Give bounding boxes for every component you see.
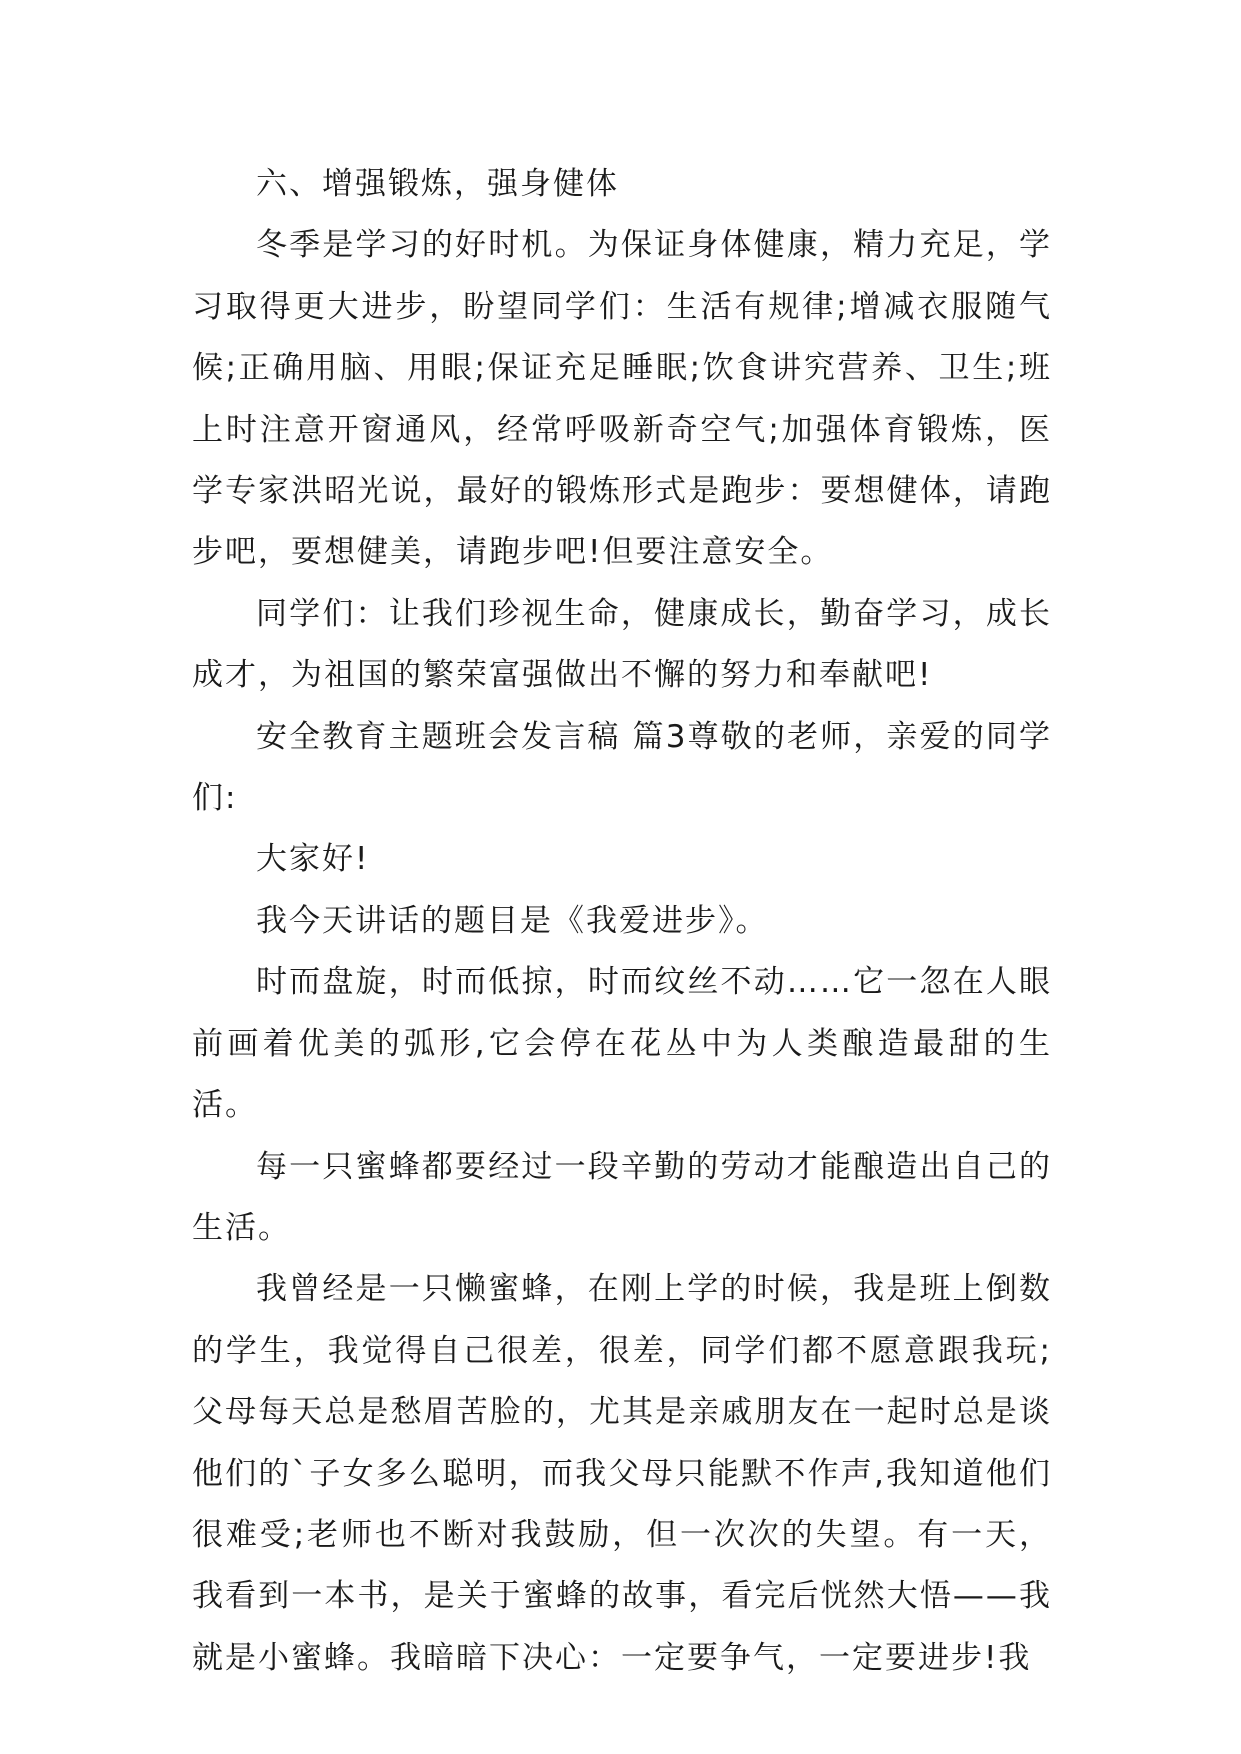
heading-exercise: 六、增强锻炼，强身健体 <box>256 166 619 202</box>
paragraph-greeting: 大家好! <box>256 841 370 878</box>
paragraph-classmates-appeal: 同学们：让我们珍视生命，健康成长，勤奋学习，成长成才，为祖国的繁荣富强做出不懈的努力和奉献吧! <box>192 595 1052 694</box>
paragraph-speech-intro: 安全教育主题班会发言稿 篇3尊敬的老师，亲爱的同学们: <box>192 718 1052 817</box>
paragraph-bee-flight: 时而盘旋，时而低掠，时而纹丝不动……它一忽在人眼前画着优美的弧形,它会停在花丛中为人类酿造最甜的生活。 <box>192 964 1052 1124</box>
paragraph-speech-title: 我今天讲话的题目是《我爱进步》。 <box>256 902 769 939</box>
paragraph-winter-study: 冬季是学习的好时机。为保证身体健康，精力充足，学习取得更大进步，盼望同学们：生活有规律;增减衣服随气候;正确用脑、用眼;保证充足睡眠;饮食讲究营养、卫生;班上时注意开窗通风，经常呼吸新奇空气;加强体育锻炼，医学专家洪昭光说，最好的锻炼形式是跑步：要想健体，请跑步吧，要想健美，请跑步吧!但要注意安全。 <box>192 227 1052 571</box>
document-body <box>192 154 1052 1689</box>
paragraph-bee-labor: 每一只蜜蜂都要经过一段辛勤的劳动才能酿造出自己的生活。 <box>192 1148 1052 1246</box>
paragraph-lazy-bee-story: 我曾经是一只懒蜜蜂，在刚上学的时候，我是班上倒数的学生，我觉得自己很差，很差，同学们都不愿意跟我玩;父母每天总是愁眉苦脸的，尤其是亲戚朋友在一起时总是谈他们的`子女多么聪明，而我父母只能默不作声,我知道他们很难受;老师也不断对我鼓励，但一次次的失望。有一天，我看到一本书，是关于蜜蜂的故事，看完后恍然大悟——我就是小蜜蜂。我暗暗下决心：一定要争气，一定要进步!我 <box>192 1271 1052 1676</box>
